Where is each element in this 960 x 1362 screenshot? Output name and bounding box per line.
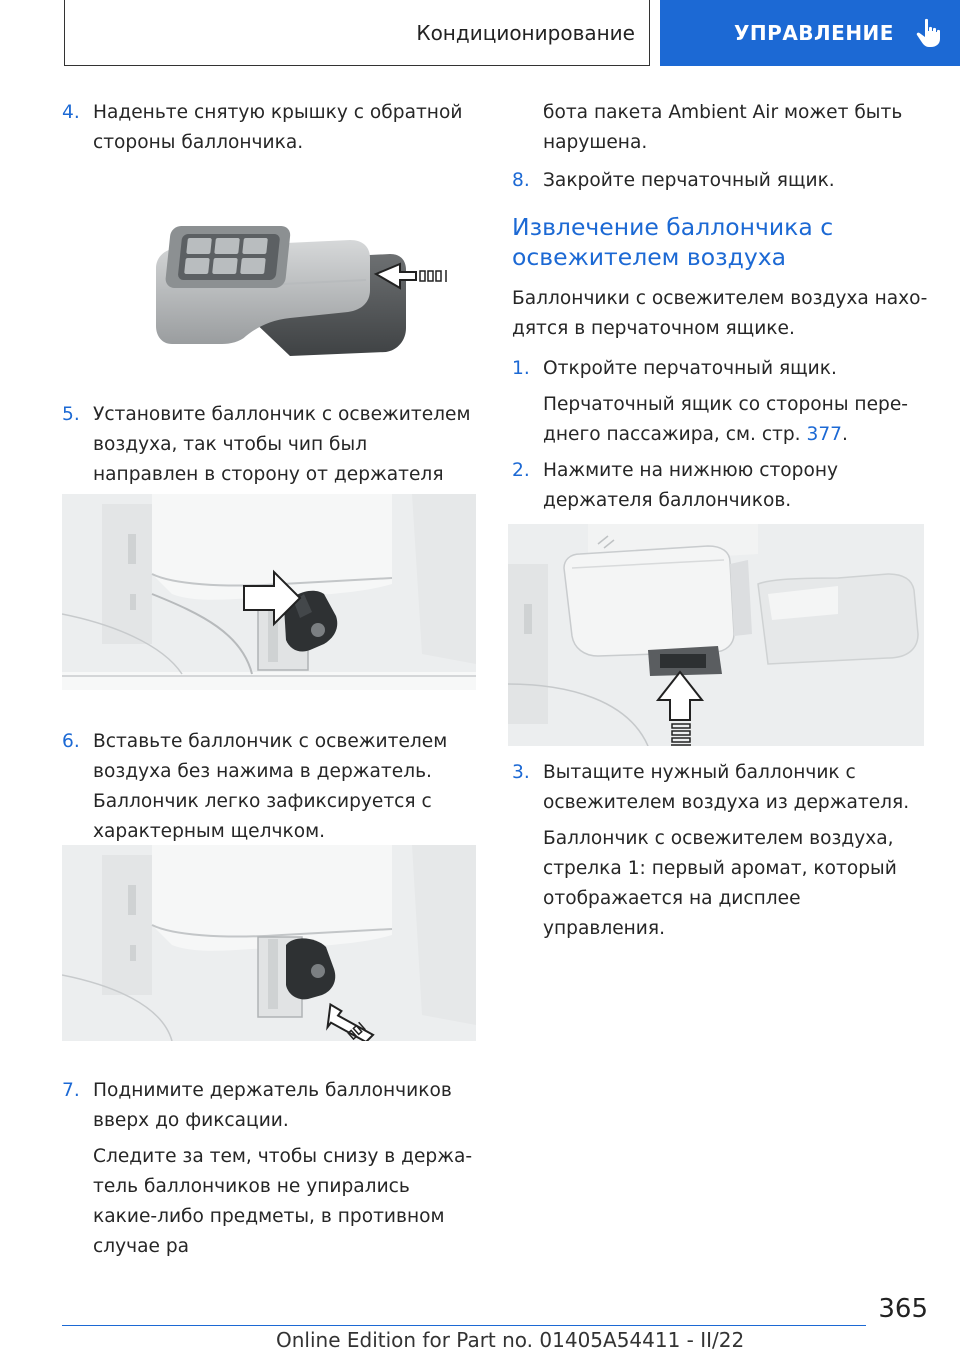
step-7-note: Следите за тем, чтобы снизу в держатель баллончиков не упирались какие-либо предметы, в противном случае ра <box>93 1146 473 1257</box>
step-text: Закройте перчаточный ящик. <box>543 170 835 191</box>
cartridge-illustration <box>150 218 450 360</box>
step-2 <box>512 456 928 516</box>
step-1-note <box>512 390 928 450</box>
left-column-step7 <box>62 1076 476 1262</box>
step-number: 7. <box>62 1080 80 1101</box>
header-chapter-title: УПРАВЛЕНИЕ <box>734 21 894 45</box>
left-column <box>62 98 476 158</box>
pointing-hand-icon <box>916 18 942 48</box>
header-section-tab[interactable] <box>64 0 650 66</box>
step-6 <box>62 727 476 847</box>
page-number: 365 <box>878 1294 928 1324</box>
right-column <box>512 98 928 582</box>
page-link-377[interactable]: 377 <box>806 424 842 445</box>
step-number: 3. <box>512 762 530 783</box>
step-text: Установите баллончик с освежителем воздуха, так чтобы чип был направлен в сторону от держателя <box>93 404 471 485</box>
left-column-step6 <box>62 727 476 847</box>
header-chapter-tab[interactable] <box>660 0 960 66</box>
cartridge-fixed-illustration <box>62 845 476 1041</box>
continued-text: бота пакета Ambient Air может быть нарушена. <box>543 102 903 153</box>
step-1 <box>512 354 928 384</box>
step-7 <box>62 1076 476 1136</box>
step-text: Наденьте снятую крышку с обратной стороны баллончика. <box>93 102 463 153</box>
step-text: Вытащите нужный баллончик с освежителем воздуха из держателя. <box>543 762 910 813</box>
header-section-title: Кондиционирование <box>416 20 635 45</box>
step-text: Нажмите на нижнюю сторону держателя баллончиков. <box>543 460 839 511</box>
step-4 <box>62 98 476 158</box>
step-1-note-text: Перчаточный ящик со стороны переднего пассажира, см. стр. <box>543 394 908 445</box>
step-text: Откройте перчаточный ящик. <box>543 358 837 379</box>
glovebox-insert-illustration <box>62 494 476 690</box>
footer-divider <box>62 1325 866 1326</box>
step-8 <box>512 166 928 196</box>
step-text: Поднимите держатель баллончиков вверх до фиксации. <box>93 1080 452 1131</box>
step-number: 1. <box>512 358 530 379</box>
step-number: 2. <box>512 460 530 481</box>
step-number: 8. <box>512 170 530 191</box>
footer-edition: Online Edition for Part no. 01405A54411 - II/22 <box>276 1328 745 1352</box>
section-heading: Извлечение баллончика с освежителем воздуха <box>512 213 834 271</box>
step-number: 5. <box>62 404 80 425</box>
step-number: 4. <box>62 102 80 123</box>
step-3 <box>512 758 928 818</box>
holder-lowered-illustration <box>508 524 924 746</box>
step-number: 6. <box>62 731 80 752</box>
step-3-note: Баллончик с освежителем воздуха, стрелка 1: первый аромат, который отображается на дисплее управления. <box>543 828 897 939</box>
step-1-note-end: . <box>842 424 848 445</box>
right-column-step3 <box>512 758 928 944</box>
step-text: Вставьте баллончик с освежителем воздуха без нажима в держатель. Баллончик легко зафиксируется с характерным щелчком. <box>93 731 448 842</box>
section-intro: Баллончики с освежителем воздуха находятся в перчаточном ящике. <box>512 288 928 339</box>
